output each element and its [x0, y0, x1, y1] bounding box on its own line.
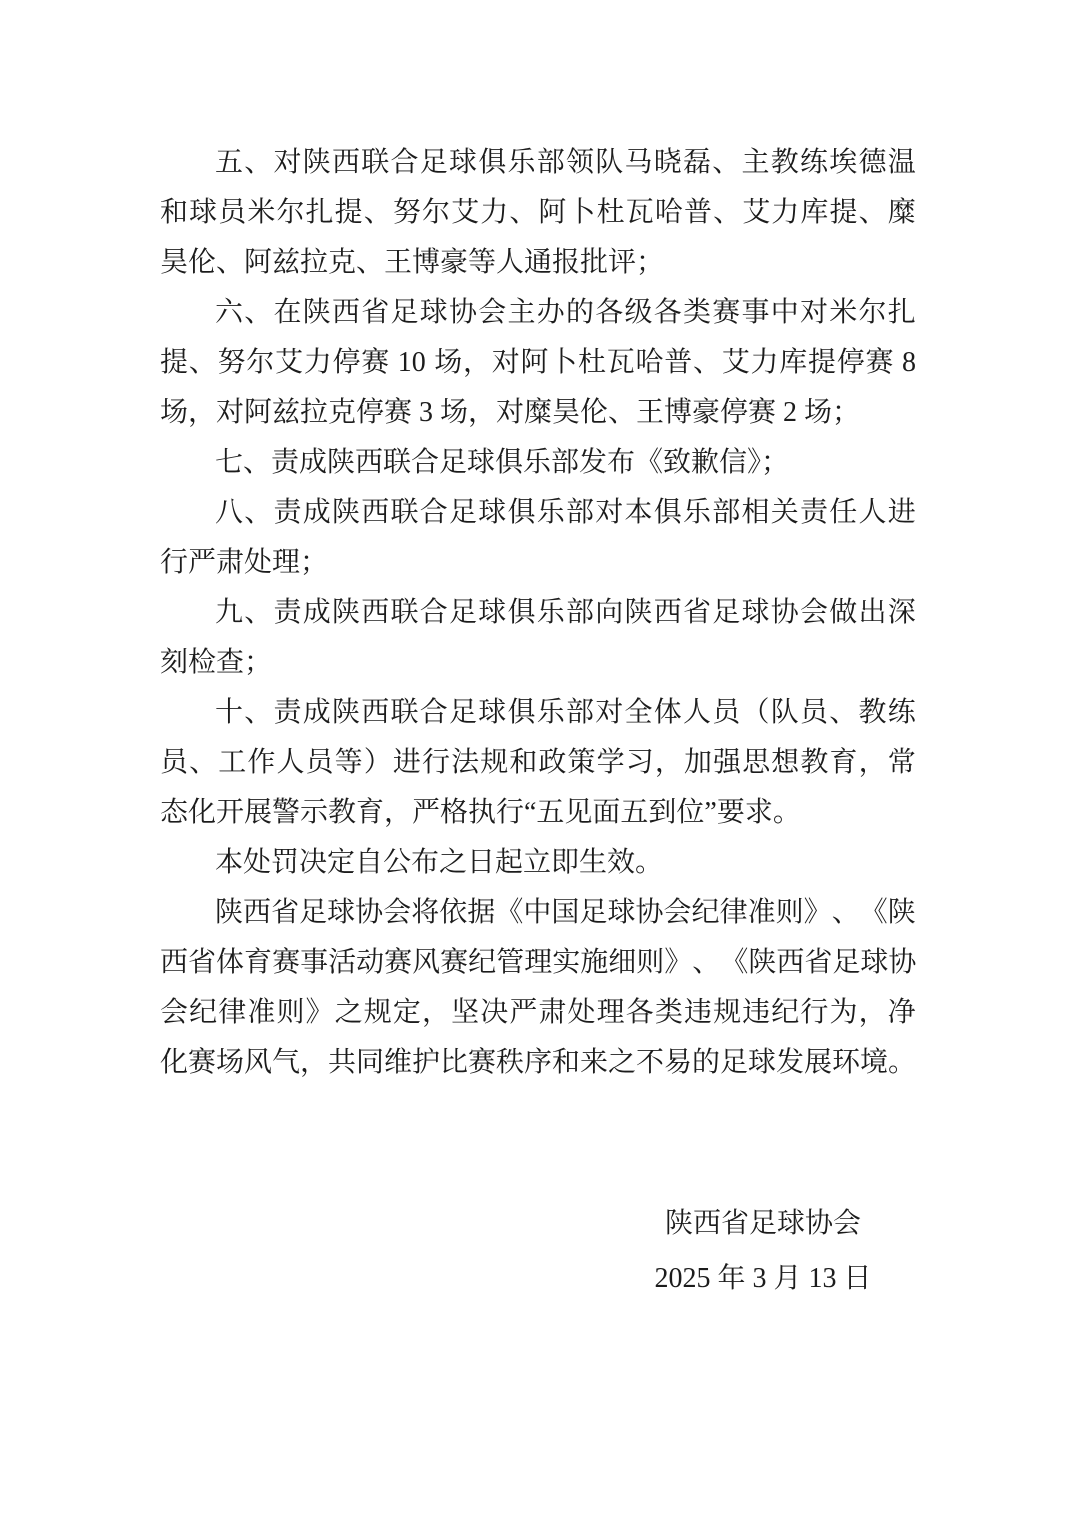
text-line: 八 、 责 成 陕 西 联 合 足 球 俱 乐 部 对 本 俱 乐 部 相 关 责 任 人 进 [215, 497, 916, 528]
text-line: 化赛场风气，共同维护比赛秩序和来之不易的足球发展环境。 [160, 1047, 917, 1078]
text-line: 场，对阿兹拉克停赛 3 场，对糜昊伦、王博豪停赛 2 场； [160, 397, 861, 428]
text-line: 陕 西 省 足 球 协 会 将 依 据 《 中 国 足 球 协 会 纪 律 准 则 》 、 《 陕 [215, 897, 916, 928]
text-line: 刻检查； [160, 647, 273, 678]
text-line: 行严肃处理； [160, 547, 329, 578]
text-line: 九 、 责 成 陕 西 联 合 足 球 俱 乐 部 向 陕 西 省 足 球 协 会 做 出 深 [215, 597, 916, 628]
text-line: 和 球 员 米 尔 扎 提 、 努 尔 艾 力 、 阿 卜 杜 瓦 哈 普 、 艾 力 库 提 、 糜 [160, 197, 916, 228]
text-line: 会 纪 律 准 则 》 之 规 定 ， 坚 决 严 肃 处 理 各 类 违 规 违 纪 行 为 ， 净 [160, 997, 916, 1028]
text-line: 七、责成陕西联合足球俱乐部发布《致歉信》； [215, 447, 790, 478]
text-line: 员 、 工 作 人 员 等 ） 进 行 法 规 和 政 策 学 习 ， 加 强 思 想 教 育 ， 常 [160, 747, 916, 778]
text-line: 西 省 体 育 赛 事 活 动 赛 风 赛 纪 管 理 实 施 细 则 》 、 《 陕 西 省 足 球 协 [160, 947, 917, 978]
signature-org: 陕西省足球协会 [664, 1208, 861, 1239]
text-line: 态化开展警示教育，严格执行“五见面五到位”要求。 [160, 797, 801, 828]
text-line: 五 、 对 陕 西 联 合 足 球 俱 乐 部 领 队 马 晓 磊 、 主 教 练 埃 德 温 [215, 147, 916, 178]
text-line: 十 、 责 成 陕 西 联 合 足 球 俱 乐 部 对 全 体 人 员 （ 队 员 、 教 练 [215, 697, 916, 728]
signature-date: 2025 年 3 月 13 日 [654, 1263, 872, 1294]
document-body [160, 138, 916, 1088]
text-line: 六 、 在 陕 西 省 足 球 协 会 主 办 的 各 级 各 类 赛 事 中 对 米 尔 扎 [215, 297, 916, 328]
text-line: 本处罚决定自公布之日起立即生效。 [215, 847, 664, 878]
text-line: 提 、 努 尔 艾 力 停 赛 10 场 ， 对 阿 卜 杜 瓦 哈 普 、 艾 力 库 提 停 赛 8 [160, 347, 916, 378]
signature-block [563, 1196, 963, 1306]
text-line: 昊伦、阿兹拉克、王博豪等人通报批评； [160, 247, 665, 278]
